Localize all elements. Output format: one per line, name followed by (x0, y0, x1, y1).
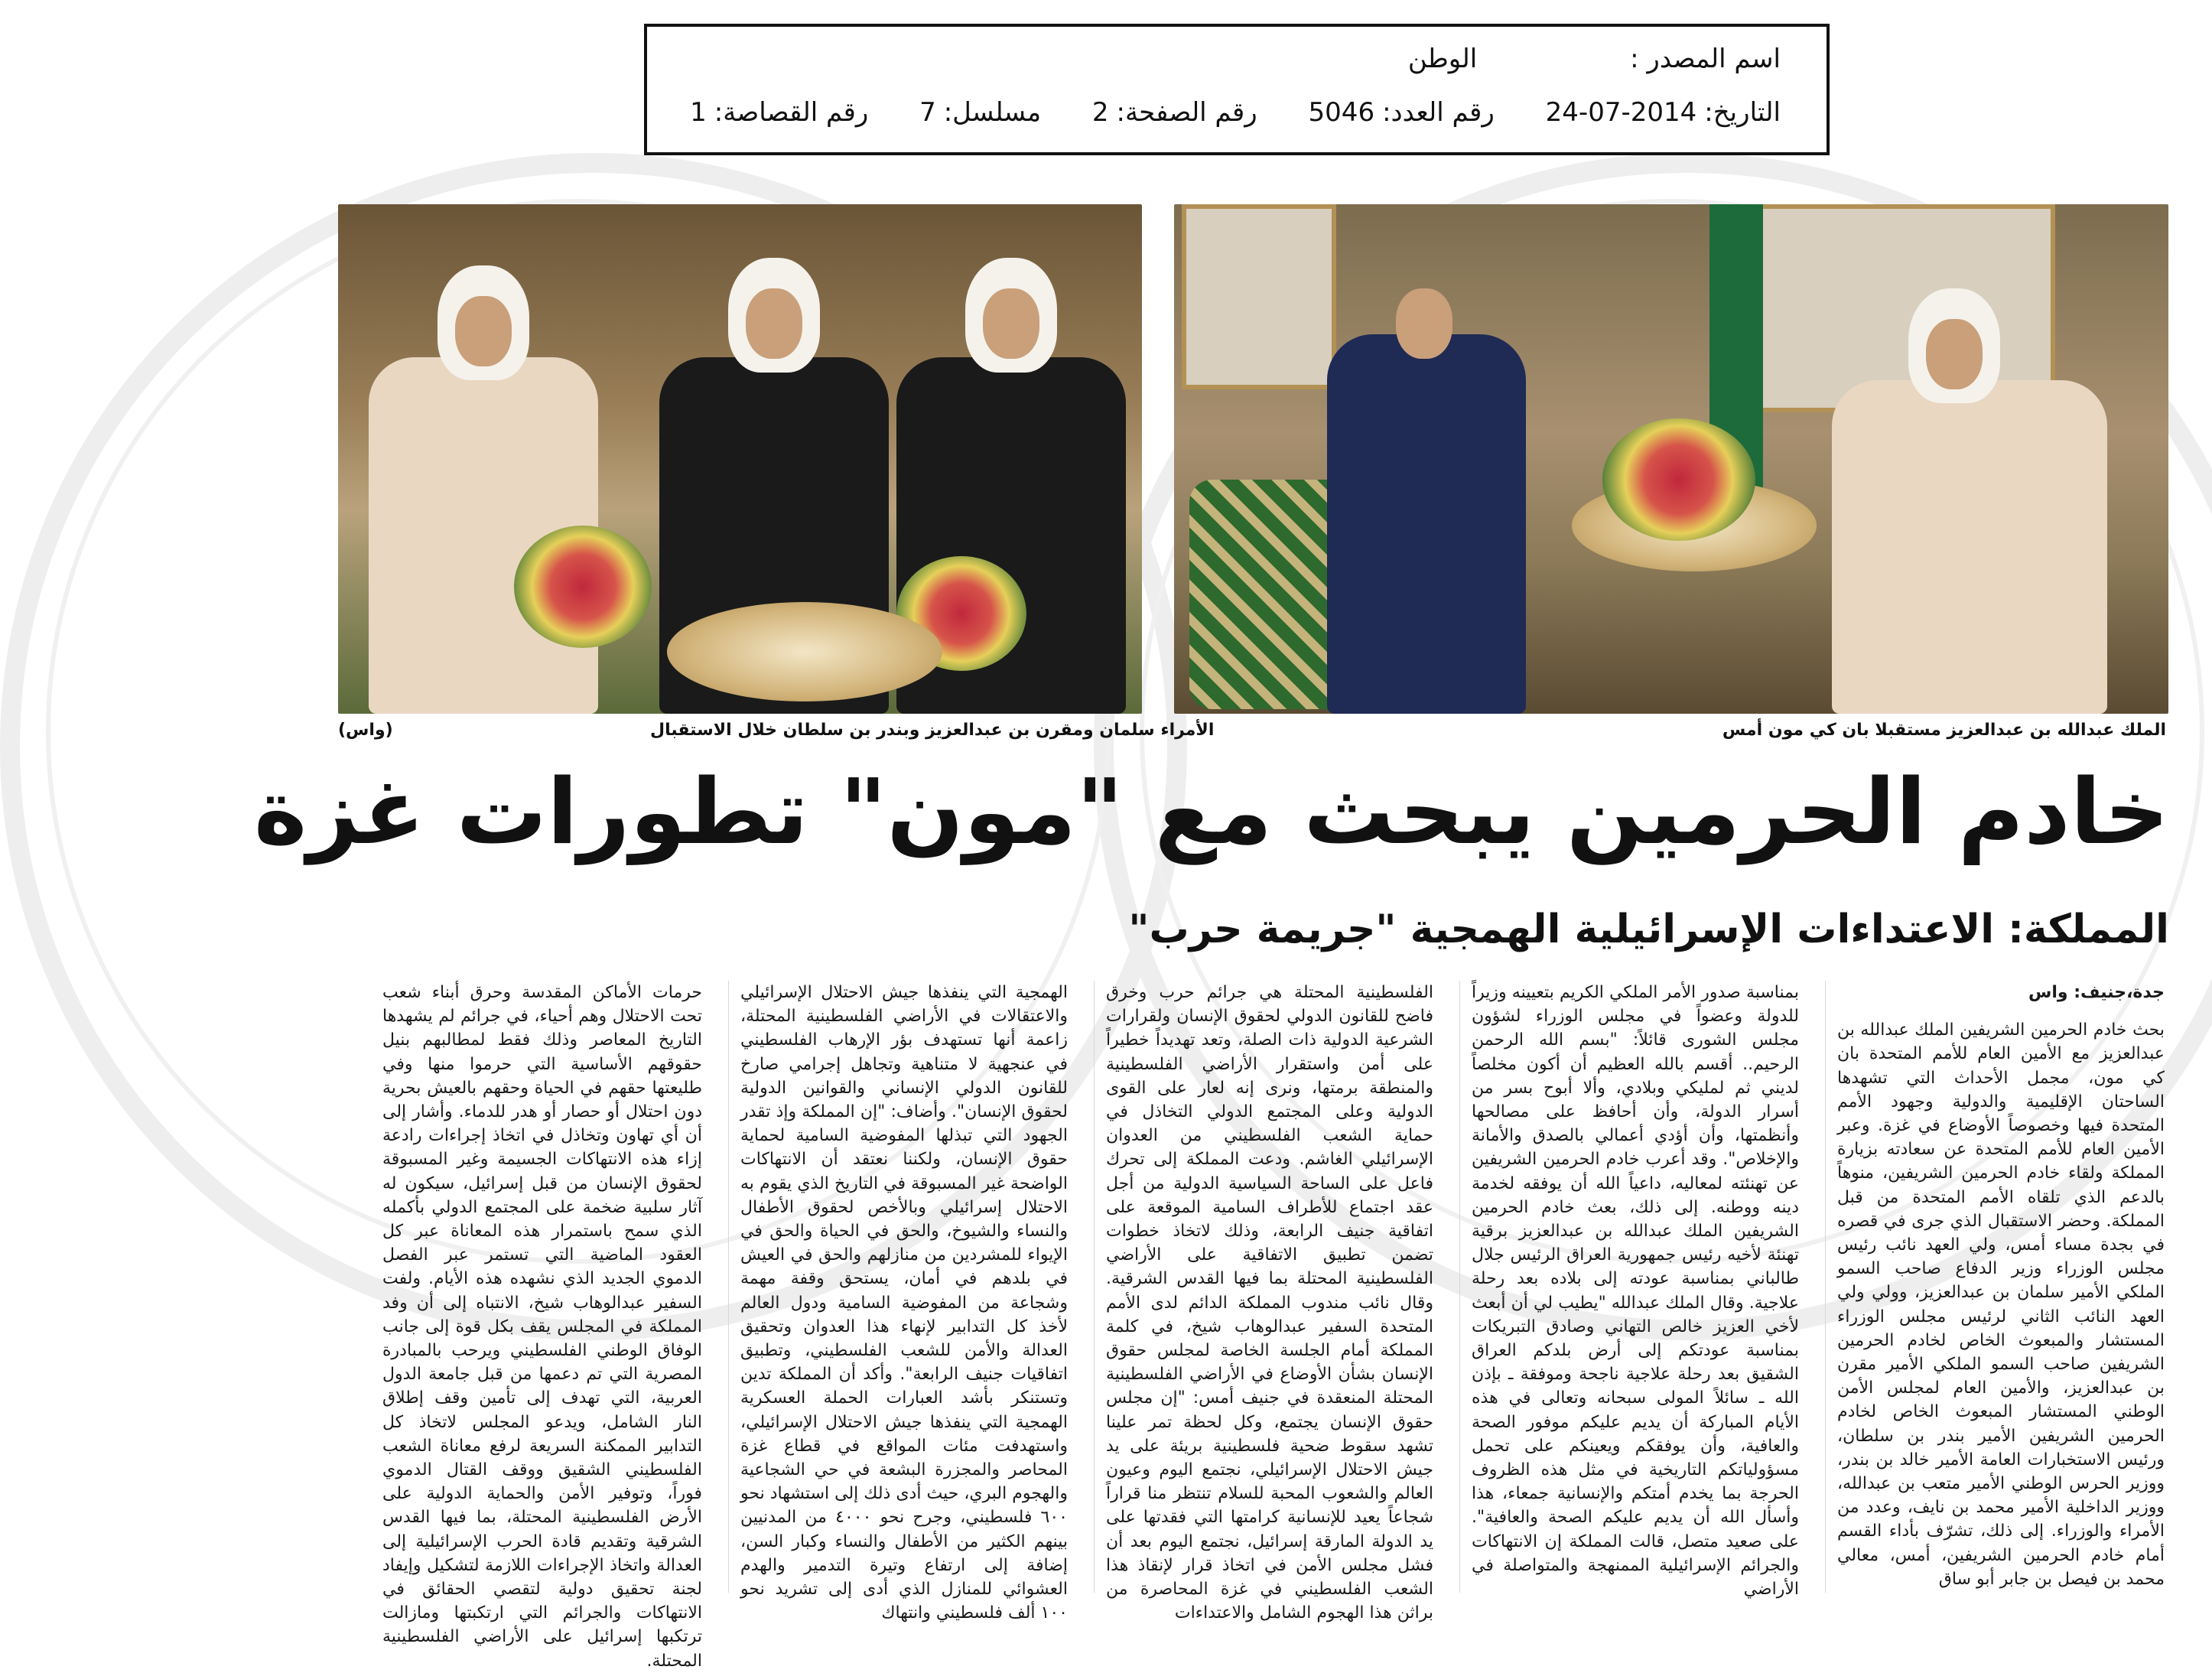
column-divider (1459, 981, 1460, 1593)
article-text: الهمجية التي ينفذها جيش الاحتلال الإسرائيلي والاعتقالات في الأراضي الفلسطينية المحتلة، زاعمة أنها تستهدف بؤر الإرهاب الفلسطيني في عنجهية لا متناهية وتجاهل إجرامي صارخ للقانون الدولي الإنساني والقوانين الدولية لحقوق الإنسان". وأضاف: "إن المملكة وإذ تقدر الجهود التي تبذلها المفوضية السامية لحماية حقوق الإنسان، ولكننا نعتقد أن الانتهاكات الواضحة غير المسبوقة في التاريخ الذي يقوم به الاحتلال إسرائيلي وبالأخص لحقوق الأطفال والنساء والشيوخ، والحق في الحياة والحق في الإيواء للمشردين من منازلهم والحق في العيش في بلدهم في أمان، يستحق وقفة مهمة وشجاعة من المفوضية السامية ودول العالم لأخذ كل التدابير لإنهاء هذا العدوان وتحقيق العدالة والأمن للشعب الفلسطيني، وتطبيق اتفاقيات جنيف الرابعة". وأكد أن المملكة تدين وتستنكر بأشد العبارات الحملة العسكرية الهمجية التي ينفذها جيش الاحتلال الإسرائيلي، واستهدفت مئات المواقع في قطاع غزة المحاصر والمجزرة البشعة في حي الشجاعية والهجوم البري، حيث أدى ذلك إلى استشهاد نحو ٦٠٠ فلسطيني، وجرح نحو ٤٠٠٠ من المدنيين بينهم الكثير من الأطفال والنساء وكبار السن، إضافة إلى ارتفاع وتيرة التدمير والهدم العشوائي للمنازل الذي أدى إلى تشريد نحو ١٠٠ ألف فلسطيني وانتهاك (740, 983, 1068, 1623)
page-value: 2 (1091, 97, 1109, 128)
serial-label: مسلسل: (943, 97, 1042, 128)
clipping-metadata-box (644, 24, 1830, 155)
clip-info-row (690, 97, 1781, 128)
issue-label: رقم العدد: (1382, 97, 1495, 128)
article-text: الفلسطينية المحتلة هي جرائم حرب وخرق فاضح للقانون الدولي لحقوق الإنسان ولقرارات الشرعية الدولية ذات الصلة، وتعد تهديداً خطيراً على أمن واستقرار الأراضي الفلسطينية والمنطقة برمتها، ونرى إنه لعار على القوى الدولية وعلى المجتمع الدولي التخاذل في حماية الشعب الفلسطيني من العدوان الإسرائيلي الغاشم. ودعت المملكة إلى تحرك فاعل على الساحة السياسية الدولية من أجل عقد اجتماع للأطراف السامية الموقعة على اتفاقية جنيف الرابعة، وذلك لاتخاذ خطوات تضمن تطبيق الاتفاقية على الأراضي الفلسطينية المحتلة بما فيها القدس الشرقية. وقال نائب مندوب المملكة الدائم لدى الأمم المتحدة السفير عبدالوهاب شيخ، في كلمة المملكة أمام الجلسة الخاصة لمجلس حقوق الإنسان بشأن الأوضاع في الأراضي الفلسطينية المحتلة المنعقدة في جنيف أمس: "إن مجلس حقوق الإنسان يجتمع، وكل لحظة تمر علينا تشهد سقوط ضحية فلسطينية بريئة على يد جيش الاحتلال الإسرائيلي، نجتمع اليوم وعيون العالم والشعوب المحبة للسلام تنتظر منا قراراً شجاعاً يعيد للإنسانية كرامتها التي فقدتها على يد الدولة المارقة إسرائيل، نجتمع اليوم بعد أن فشل مجلس الأمن في اتخاذ قرار لإنقاذ هذا الشعب الفلسطيني في غزة المحاصرة من براثن هذا الهجوم الشامل والاعتداءات (1106, 983, 1433, 1623)
article-column-5 (382, 981, 702, 1671)
clip-number-value: 1 (690, 97, 707, 128)
article-text: حرمات الأماكن المقدسة وحرق أبناء شعب تحت الاحتلال وهم أحياء، في جرائم لم يشهدها التاريخ المعاصر وذلك فقط لمطالبهم بنيل حقوقهم الأساسية التي حرموا منها وفي طليعتها حقهم في الحياة وحقهم بالعيش بحرية دون احتلال أو حصار أو هدر للدماء. وأشار إلى أن أي تهاون وتخاذل في اتخاذ إجراءات رادعة إزاء هذه الانتهاكات الجسيمة وغير المسبوقة لحقوق الإنسان من قبل إسرائيل، سيكون له آثار سلبية ضخمة على المجتمع الدولي بأكمله الذي سمح باستمرار هذه المعاناة عبر كل العقود الماضية التي تستمر عبر الفصل الدموي الجديد الذي نشهده هذه الأيام. ولفت السفير عبدالوهاب شيخ، الانتباه إلى أن وفد المملكة في المجلس يقف بكل قوة إلى جانب الوفاق الوطني الفلسطيني ويرحب بالمبادرة المصرية التي تم دعمها من قبل جامعة الدول العربية، التي تهدف إلى تأمين وقف إطلاق النار الشامل، ويدعو المجلس لاتخاذ كل التدابير الممكنة السريعة لرفع معاناة الشعب الفلسطيني الشقيق ووقف القتال الدموي فوراً، وتوفير الأمن والحماية الدولية على الأرض الفلسطينية المحتلة، بما فيها القدس الشرقية وتقديم قادة الحرب الإسرائيلية إلى العدالة واتخاذ الإجراءات اللازمة لتشكيل وإيفاد لجنة تحقيق دولية لتقصي الحقائق في الانتهاكات والجرائم التي ارتكبتها ومازالت ترتكبها إسرائيل على الأراضي الفلسطينية المحتلة. (382, 983, 702, 1671)
subheadline: المملكة: الاعتداءات الإسرائيلية الهمجية "جريمة حرب" (1128, 906, 2169, 952)
column-divider (1094, 981, 1095, 1593)
article-text: بحث خادم الحرمين الشريفين الملك عبدالله بن عبدالعزيز مع الأمين العام للأمم المتحدة بان كي مون، مجمل الأحداث التي تشهدها الساحتان الإقليمية والدولية وجهود الأمم المتحدة فيها وخصوصاً الأوضاع في غزة. وعبر الأمين العام للأمم المتحدة عن سعادته بزيارة المملكة ولقاء خادم الحرمين الشريفين، منوهاً بالدعم الذي تلقاه الأمم المتحدة من قبل المملكة. وحضر الاستقبال الذي جرى في قصره في بجدة مساء أمس، ولي العهد نائب رئيس مجلس الوزراء وزير الدفاع صاحب السمو الملكي الأمير سلمان بن عبدالعزيز، وولي ولي العهد النائب الثاني لرئيس مجلس الوزراء المستشار والمبعوث الخاص لخادم الحرمين الشريفين صاحب السمو الملكي الأمير مقرن بن عبدالعزيز، والأمين العام لمجلس الأمن الوطني المستشار المبعوث الخاص لخادم الحرمين الشريفين الأمير بندر بن سلطان، ورئيس الاستخبارات العامة الأمير خالد بن بندر، ووزير الحرس الوطني الأمير متعب بن عبدالله، ووزير الداخلية الأمير محمد بن نايف، وعدد من الأمراء والوزراء. إلى ذلك، تشرّف بأداء القسم أمام خادم الحرمين الشريفين، أمس، معالي محمد بن فيصل بن جابر أبو ساق (1837, 1020, 2165, 1589)
article-column-2 (1472, 981, 1799, 1600)
page-label: رقم الصفحة: (1116, 97, 1257, 128)
prince-salman-face (455, 296, 512, 366)
wall-portrait (1182, 204, 1336, 389)
source-value: الوطن (1407, 44, 1478, 74)
column-divider (1825, 981, 1826, 1593)
photo-credit: (واس) (338, 721, 393, 740)
article-text: بمناسبة صدور الأمر الملكي الكريم بتعيينه وزيراً للدولة وعضواً في مجلس الوزراء لشؤون مجلس الشورى قائلاً: "بسم الله الرحمن الرحيم.. أقسم بالله العظيم أن أكون مخلصاً لديني ثم لمليكي وبلادي، وألا أبوح بسر من أسرار الدولة، وأن أحافظ على مصالحها وأنظمتها، وأن أؤدي أعمالي بالصدق والأمانة والإخلاص". وقد أعرب خادم الحرمين الشريفين عن تهنئته لمعاليه، داعياً الله أن يوفقه لخدمة دينه ووطنه. إلى ذلك، بعث خادم الحرمين الشريفين الملك عبدالله بن عبدالعزيز برقية تهنئة لأخيه رئيس جمهورية العراق الرئيس جلال طالباني بمناسبة عودته إلى بلاده بعد رحلة علاجية. وقال الملك عبدالله "يطيب لي أن أبعث لأخي العزيز خالص التهاني وصادق التبريكات بمناسبة عودتكم إلى أرض بلدكم العراق الشقيق بعد رحلة علاجية ناجحة وموفقة ـ بإذن الله ـ سائلاً المولى سبحانه وتعالى في هذه الأيام المباركة أن يديم عليكم موفور الصحة والعافية، وأن يوفقكم ويعينكم على تحمل مسؤولياتكم التاريخية في مثل هذه الظروف الحرجة بما يخدم أمتكم والإنسانية جمعاء، هذا وأسأل الله أن يديم عليكم الصحة والعافية". على صعيد متصل، قالت المملكة إن الانتهاكات والجرائم الإسرائيلية الممنهجة والمتواصلة في الأراضي (1472, 983, 1799, 1600)
prince-bandar-face (983, 288, 1039, 359)
photo-princes-at-reception (338, 204, 1142, 714)
dateline: جدة،جنيف: واس (2028, 983, 2165, 1002)
serving-table (667, 602, 942, 701)
flower-arrangement (514, 526, 652, 648)
ban-ki-moon-figure (1327, 334, 1526, 714)
article-column-4 (740, 981, 1068, 1623)
date-label: التاريخ: (1704, 97, 1781, 128)
issue-value: 5046 (1308, 97, 1375, 128)
prince-muqrin-face (746, 288, 802, 359)
caption-right-photo: الملك عبدالله بن عبدالعزيز مستقبلا بان كي مون أمس (1722, 721, 2166, 740)
column-divider (728, 981, 729, 1593)
king-abdullah-face (1926, 319, 1983, 389)
clip-number-label: رقم القصاصة: (714, 97, 869, 128)
source-row (1408, 44, 1781, 74)
article-column-3 (1106, 981, 1433, 1623)
main-headline: خادم الحرمين يبحث مع "مون" تطورات غزة (253, 759, 2169, 864)
source-label: اسم المصدر : (1630, 44, 1781, 74)
king-abdullah-figure (1832, 380, 2107, 714)
flower-arrangement (1602, 418, 1755, 541)
serial-value: 7 (919, 97, 936, 128)
caption-left-photo: الأمراء سلمان ومقرن بن عبدالعزيز وبندر بن سلطان خلال الاستقبال (650, 721, 1215, 740)
article-column-1 (1837, 981, 2165, 1593)
photo-king-meeting-ban-ki-moon (1174, 204, 2168, 714)
ban-ki-moon-face (1396, 288, 1452, 359)
date-value: 2014-07-24 (1545, 97, 1697, 128)
